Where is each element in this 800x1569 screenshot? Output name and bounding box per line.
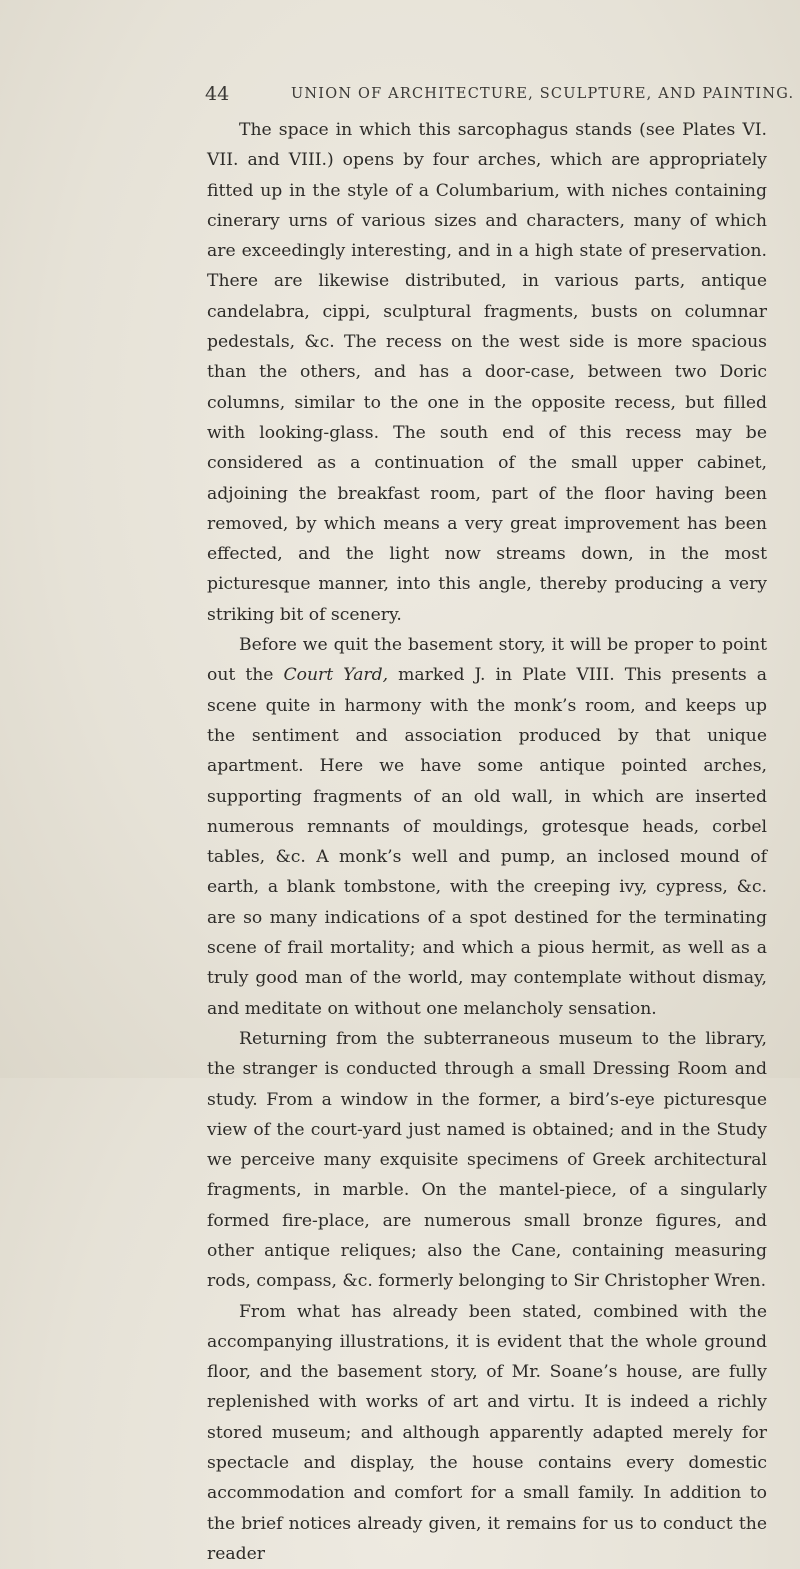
court-yard-italic: Court Yard,: [283, 665, 389, 686]
running-title: UNION OF ARCHITECTURE, SCULPTURE, AND PAINTING.: [291, 86, 795, 102]
paragraph-4: From what has already been stated, combined with the accompanying illustrations, it is evident that the whole ground floor, and the basement story, of Mr. Soane’s house, are fully replenished with works of art and virtu. It is indeed a richly stored museum; and although apparently adapted merely for spectacle and display, the house contains every domestic accommodation and comfort for a small family. In addition to the brief notices already given, it remains for us to conduct the reader: [207, 1301, 767, 1564]
paragraph-2-rest: marked J. in Plate VIII. This presents a scene quite in harmony with the monk’s room, and keeps up the sentiment and association produced by that unique apartment. Here we have some antique pointed arches, supporting fragments of an old wall, in which are inserted numerous remnants of mouldings, grotesque heads, corbel tables, &c. A monk’s well and pump, an inclosed mound of earth, a blank tombstone, with the creeping ivy, cypress, &c. are so many indications of a spot destined for the terminating scene of frail mortality; and which a pious hermit, as well as a truly good man of the world, may contemplate without dismay, and meditate on without one melancholy sensation.: [207, 665, 767, 1019]
body-text: [207, 115, 767, 1569]
paragraph-1: The space in which this sarcophagus stands (see Plates VI. VII. and VIII.) opens by four arches, which are appropriately fitted up in the style of a Columbarium, with niches containing cinerary urns of various sizes and characters, many of which are exceedingly interesting, and in a high state of preservation. There are likewise distributed, in various parts, antique candelabra, cippi, sculptural fragments, busts on columnar pedestals, &c. The recess on the west side is more spacious than the others, and has a door-case, between two Doric columns, similar to the one in the opposite recess, but filled with looking-glass. The south end of this recess may be considered as a continuation of the small upper cabinet, adjoining the breakfast room, part of the floor having been removed, by which means a very great improvement has been effected, and the light now streams down, in the most picturesque manner, into this angle, thereby producing a very striking bit of scenery.: [207, 120, 767, 625]
paragraph-2-start: Before we quit the basement story, it will be proper to point out the: [207, 635, 767, 686]
paragraph-3: Returning from the subterraneous museum to the library, the stranger is conducted through a small Dressing Room and study. From a window in the former, a bird’s-eye picturesque view of the court-yard just named is obtained; and in the Study we perceive many exquisite specimens of Greek architectural fragments, in marble. On the mantel-piece, of a singularly formed fire-place, are numerous small bronze figures, and other antique reliques; also the Cane, containing measuring rods, compass, &c. formerly belonging to Sir Christopher Wren.: [207, 1028, 767, 1292]
running-head: [205, 83, 795, 107]
page-number: 44: [205, 83, 230, 105]
paragraph-2: [207, 630, 767, 1024]
